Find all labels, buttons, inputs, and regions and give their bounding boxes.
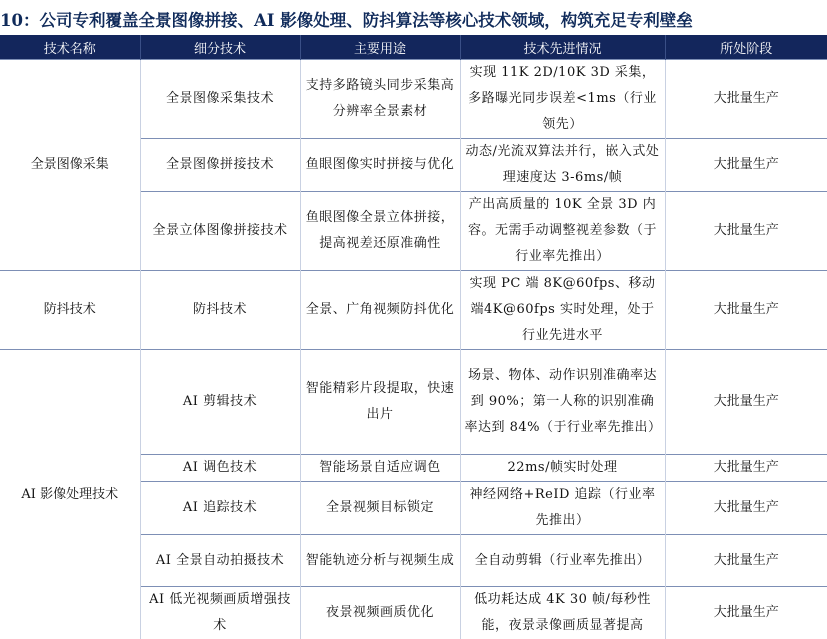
stage-cell: 大批量生产 — [665, 482, 827, 535]
page-title: 10：公司专利覆盖全景图像拼接、AI 影像处理、防抖算法等核心技术领域，构筑充足专利壁垒 — [0, 8, 827, 34]
sub-tech-cell: AI 剪辑技术 — [140, 350, 300, 455]
sub-tech-cell: AI 全景自动拍摄技术 — [140, 535, 300, 587]
header-stage: 所处阶段 — [665, 35, 827, 60]
advancement-cell: 神经网络+ReID 追踪（行业率先推出） — [460, 482, 665, 535]
advancement-cell: 实现 11K 2D/10K 3D 采集，多路曝光同步误差<1ms（行业领先） — [460, 60, 665, 139]
sub-tech-cell: AI 调色技术 — [140, 455, 300, 482]
header-advancement: 技术先进情况 — [460, 35, 665, 60]
table-row — [0, 350, 827, 455]
header-tech-name: 技术名称 — [0, 35, 140, 60]
main-use-cell: 智能场景自适应调色 — [300, 455, 460, 482]
main-use-cell: 夜景视频画质优化 — [300, 587, 460, 639]
advancement-cell: 产出高质量的 10K 全景 3D 内容。无需手动调整视差参数（于行业率先推出） — [460, 192, 665, 271]
sub-tech-cell: 全景图像采集技术 — [140, 60, 300, 139]
stage-cell: 大批量生产 — [665, 455, 827, 482]
main-use-cell: 鱼眼图像实时拼接与优化 — [300, 139, 460, 192]
header-sub-tech: 细分技术 — [140, 35, 300, 60]
table-row — [0, 271, 827, 350]
advancement-cell: 全自动剪辑（行业率先推出） — [460, 535, 665, 587]
main-use-cell: 全景、广角视频防抖优化 — [300, 271, 460, 350]
sub-tech-cell: AI 追踪技术 — [140, 482, 300, 535]
stage-cell: 大批量生产 — [665, 192, 827, 271]
sub-tech-cell: AI 低光视频画质增强技术 — [140, 587, 300, 639]
sub-tech-cell: 全景图像拼接技术 — [140, 139, 300, 192]
group-name-cell: 防抖技术 — [0, 271, 140, 350]
patent-tech-table — [0, 35, 827, 639]
main-use-cell: 智能轨迹分析与视频生成 — [300, 535, 460, 587]
stage-cell: 大批量生产 — [665, 60, 827, 139]
advancement-cell: 动态/光流双算法并行，嵌入式处理速度达 3-6ms/帧 — [460, 139, 665, 192]
sub-tech-cell: 防抖技术 — [140, 271, 300, 350]
main-use-cell: 支持多路镜头同步采集高分辨率全景素材 — [300, 60, 460, 139]
table-header-row — [0, 35, 827, 60]
stage-cell: 大批量生产 — [665, 350, 827, 455]
advancement-cell: 22ms/帧实时处理 — [460, 455, 665, 482]
advancement-cell: 实现 PC 端 8K@60fps、移动端4K@60fps 实时处理，处于行业先进水平 — [460, 271, 665, 350]
advancement-cell: 场景、物体、动作识别准确率达到 90%；第一人称的识别准确率达到 84%（于行业率先推出） — [460, 350, 665, 455]
main-use-cell: 鱼眼图像全景立体拼接，提高视差还原准确性 — [300, 192, 460, 271]
group-name-cell: 全景图像采集 — [0, 60, 140, 271]
stage-cell: 大批量生产 — [665, 535, 827, 587]
stage-cell: 大批量生产 — [665, 139, 827, 192]
stage-cell: 大批量生产 — [665, 587, 827, 639]
main-use-cell: 智能精彩片段提取，快速出片 — [300, 350, 460, 455]
group-name-cell: AI 影像处理技术 — [0, 350, 140, 639]
stage-cell: 大批量生产 — [665, 271, 827, 350]
main-use-cell: 全景视频目标锁定 — [300, 482, 460, 535]
advancement-cell: 低功耗达成 4K 30 帧/每秒性能，夜景录像画质显著提高 — [460, 587, 665, 639]
header-main-use: 主要用途 — [300, 35, 460, 60]
sub-tech-cell: 全景立体图像拼接技术 — [140, 192, 300, 271]
table-row — [0, 60, 827, 139]
